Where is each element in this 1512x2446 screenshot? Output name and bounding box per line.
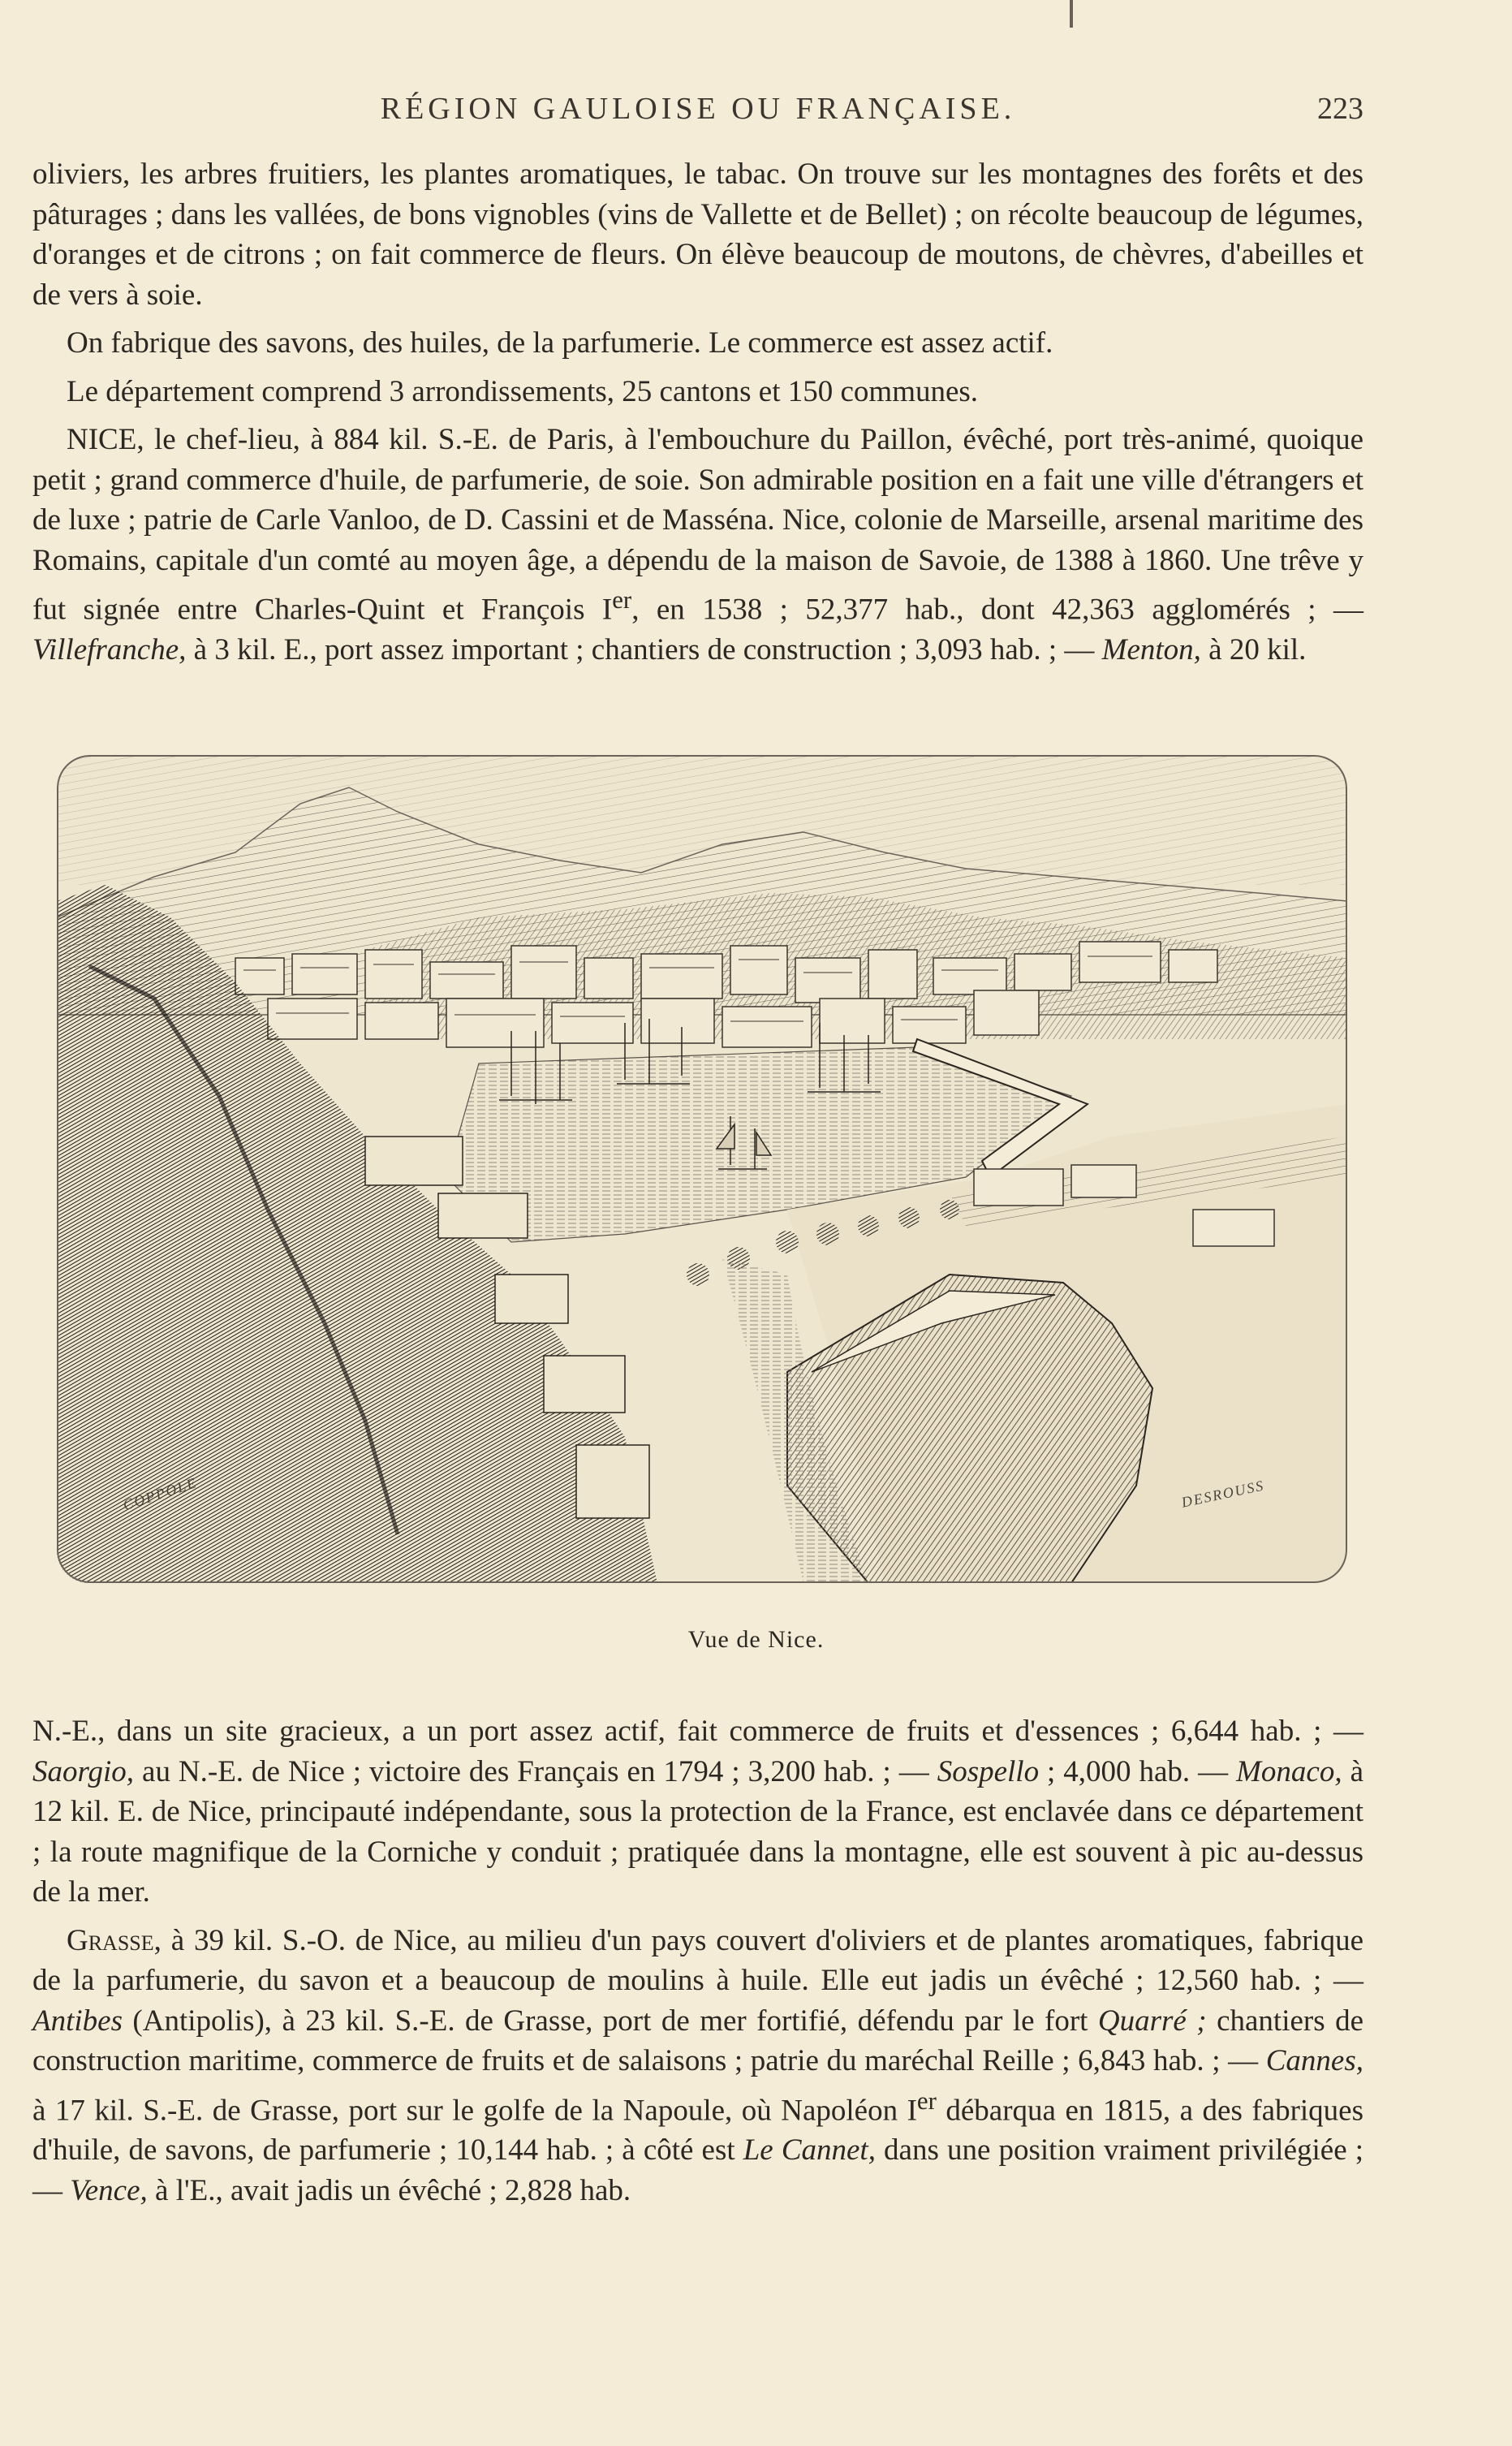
grasse-text-c: chantiers de construction maritime, commerce de fruits et de salaisons ; patrie du maréchal Reille ; 6,843 hab. ; — (32, 2004, 1363, 2077)
engraver-signature-right: DESROUSS (1179, 1477, 1266, 1511)
menton-text-d: à 12 kil. E. de Nice, principauté indépendante, sous la protection de la France, est enclavée dans ce département ; la route magnifique de la Corniche y conduit ; pratiquée dans la montagne, elle est souvent à pic au-dessus de la mer. (32, 1754, 1363, 1909)
figure-caption: Vue de Nice. (687, 1626, 825, 1653)
paragraph-industry: On fabrique des savons, des huiles, de la parfumerie. Le commerce est assez actif. (67, 326, 1053, 360)
nice-text-b: , en 1538 ; 52,377 hab., dont 42,363 agglomérés ; — (631, 593, 1364, 627)
place-sospello: Sospello (937, 1754, 1040, 1788)
place-antibes: Antibes (32, 2004, 123, 2038)
engraver-signature-left: COPPOLE (121, 1473, 200, 1514)
superscript-er: er (612, 586, 632, 614)
menton-text-a: N.-E., dans un site gracieux, a un port assez actif, fait commerce de fruits et d'essences ; 6,644 hab. ; — (32, 1715, 1363, 1748)
menton-text-b: au N.-E. de Nice ; victoire des Français en 1794 ; 3,200 hab. ; — (134, 1754, 937, 1788)
place-fort-quarre: Quarré ; (1097, 2004, 1207, 2038)
nice-text-c: à 3 kil. E., port assez important ; chantiers de construction ; 3,093 hab. ; — (186, 632, 1102, 667)
grasse-text-a: à 39 kil. S.-O. de Nice, au milieu d'un pays couvert d'oliviers et de plantes aromatiques, fabrique de la parfumerie, du savon et a beaucoup de moulins à huile. Elle eut jadis un évêché ; 12,560 hab. ; — (32, 1923, 1363, 1997)
place-vence: Vence, (70, 2173, 148, 2207)
place-le-cannet: Le Cannet, (743, 2133, 876, 2168)
running-header (32, 91, 1363, 140)
grasse-text-e: débarqua en 1815, a des fabriques d'huile, de savons, de parfumerie ; 10,144 hab. ; à côté est (32, 2093, 1364, 2168)
place-monaco: Monaco, (1236, 1754, 1342, 1788)
paragraph-vegetation: oliviers, les arbres fruitiers, les plantes aromatiques, le tabac. On trouve sur les montagnes des forêts et des pâturages ; dans les vallées, de bons vignobles (vins de Vallette et de Bellet) ; on récolte beaucoup de légumes, d'oranges et de citrons ; on fait commerce de fleurs. On élève beaucoup de moutons, de chèvres, d'abeilles et de vers à soie. (32, 157, 1363, 312)
place-cannes: Cannes, (1265, 2044, 1363, 2077)
grasse-text-d: à 17 kil. S.-E. de Grasse, port sur le golfe de la Napoule, où Napoléon I (32, 2093, 917, 2127)
nice-text-a: NICE, le chef-lieu, à 884 kil. S.-E. de Paris, à l'embouchure du Paillon, évêché, port très-animé, quoique petit ; grand commerce d'huile, de parfumerie, de soie. Son admirable position en a fait une ville d'étrangers et de luxe ; patrie de Carle Vanloo, de D. Cassini et de Masséna. Nice, colonie de Marseille, arsenal maritime des Romains, capitale d'un comté au moyen âge, a dépendu de la maison de Savoie, de 1388 à 1860. Une trêve y fut signée entre Charles-Quint et François I (32, 423, 1363, 627)
paragraph-grasse (32, 1921, 1363, 2211)
engraving-illustration (57, 755, 1347, 1583)
place-menton: Menton, (1101, 632, 1201, 667)
place-villefranche: Villefranche, (32, 632, 187, 667)
place-grasse: Grasse, (67, 1923, 162, 1957)
grasse-text-b: (Antipolis), à 23 kil. S.-E. de Grasse, port de mer fortifié, défendu par le fort (122, 2004, 1098, 2038)
menton-text-c: ; 4,000 hab. — (1039, 1754, 1237, 1788)
superscript-er-2: er (916, 2086, 937, 2115)
grasse-text-g: à l'E., avait jadis un évêché ; 2,828 hab. (147, 2173, 631, 2207)
page-number: 223 (1317, 92, 1363, 126)
bottom-text-block (32, 1711, 1363, 2219)
paragraph-menton-continued (32, 1711, 1363, 1913)
top-text-block (32, 154, 1363, 678)
place-saorgio: Saorgio, (32, 1754, 135, 1788)
running-title: RÉGION GAULOISE OU FRANÇAISE. (380, 92, 1016, 126)
paragraph-administration: Le département comprend 3 arrondissements, 25 cantons et 150 communes. (67, 374, 979, 408)
nice-text-d: à 20 kil. (1200, 632, 1307, 667)
page-edge-mark (1070, 0, 1073, 28)
grasse-text-f: dans une position vraiment privilégiée ; — (32, 2133, 1363, 2207)
paragraph-nice (32, 420, 1363, 670)
engraving-view-of-nice (57, 755, 1347, 1583)
